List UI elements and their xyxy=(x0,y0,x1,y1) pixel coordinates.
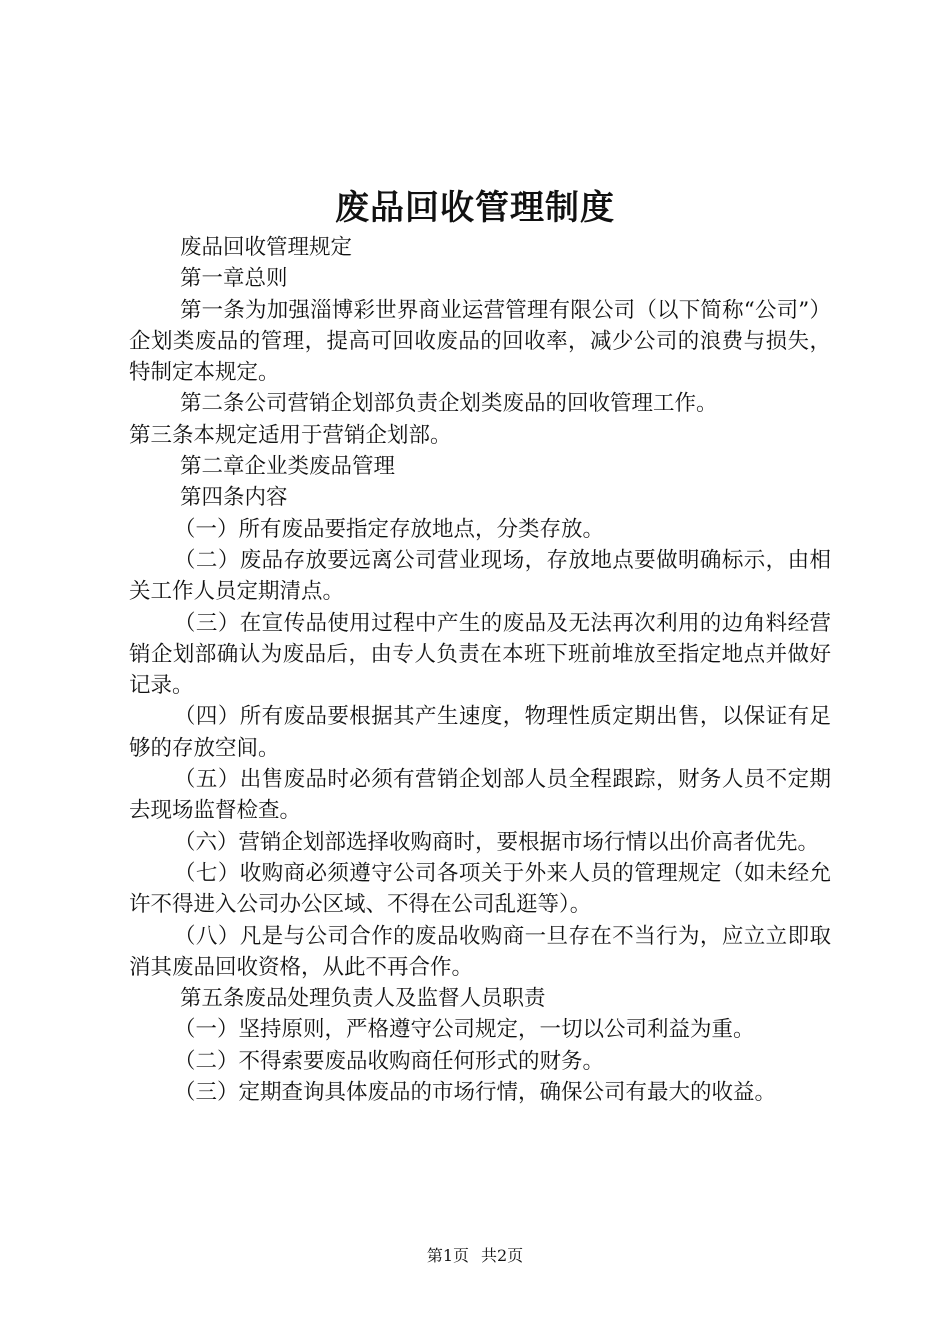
paragraph: （三）定期查询具体废品的市场行情，确保公司有最大的收益。 xyxy=(174,1080,777,1106)
paragraph: 第四条内容 xyxy=(180,485,288,511)
paragraph: 第三条本规定适用于营销企划部。 xyxy=(129,422,452,448)
paragraph: 第一章总则 xyxy=(180,266,288,292)
document-body xyxy=(129,232,831,1108)
page-total: 共2页 xyxy=(481,1246,524,1265)
paragraph: （七）收购商必须遵守公司各项关于外来人员的管理规定（如未经允许不得进入公司办公区域、不得在公司乱逛等）。 xyxy=(129,860,831,918)
paragraph: （六）营销企划部选择收购商时，要根据市场行情以出价高者优先。 xyxy=(174,829,820,855)
paragraph: （二）废品存放要远离公司营业现场，存放地点要做明确标示，由相关工作人员定期清点。 xyxy=(129,547,831,605)
paragraph: （五）出售废品时必须有营销企划部人员全程跟踪，财务人员不定期去现场监督检查。 xyxy=(129,767,831,824)
paragraph: 废品回收管理规定 xyxy=(180,235,353,260)
paragraph: 第二条公司营销企划部负责企划类废品的回收管理工作。 xyxy=(180,391,718,417)
page-footer xyxy=(0,1245,950,1267)
paragraph: 第二章企业类废品管理 xyxy=(180,454,396,480)
document-title: 废品回收管理制度 xyxy=(335,188,615,228)
paragraph: 第五条废品处理负责人及监督人员职责 xyxy=(180,986,546,1012)
paragraph: （四）所有废品要根据其产生速度，物理性质定期出售，以保证有足够的存放空间。 xyxy=(129,704,831,761)
page-number: 第1页 xyxy=(426,1246,469,1265)
paragraph: 第一条为加强淄博彩世界商业运营管理有限公司（以下简称“公司”）企划类废品的管理，提高可回收废品的回收率，减少公司的浪费与损失，特制定本规定。 xyxy=(129,297,831,386)
paragraph: （二）不得索要废品收购商任何形式的财务。 xyxy=(174,1048,605,1074)
paragraph: （一）所有废品要指定存放地点，分类存放。 xyxy=(174,516,605,542)
paragraph: （八）凡是与公司合作的废品收购商一旦存在不当行为，应立立即取消其废品回收资格，从此不再合作。 xyxy=(129,923,831,980)
paragraph: （三）在宣传品使用过程中产生的废品及无法再次利用的边角料经营销企划部确认为废品后，由专人负责在本班下班前堆放至指定地点并做好记录。 xyxy=(129,610,831,699)
paragraph: （一）坚持原则，严格遵守公司规定，一切以公司利益为重。 xyxy=(174,1017,755,1043)
